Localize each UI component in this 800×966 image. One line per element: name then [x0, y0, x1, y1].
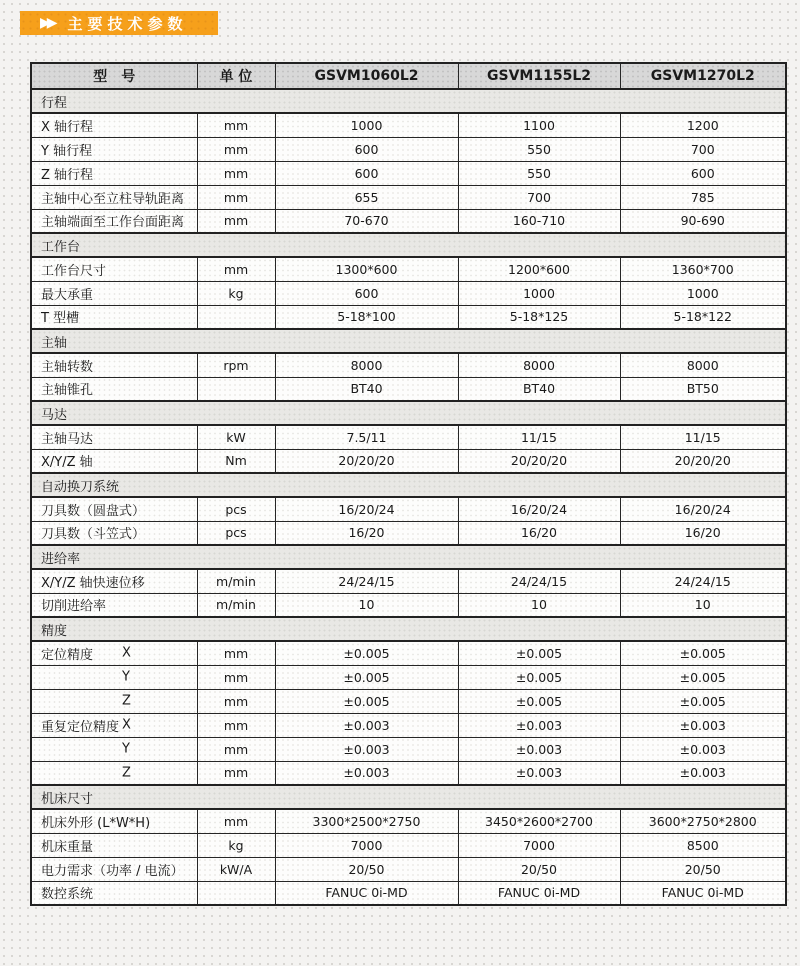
row-label — [31, 809, 197, 833]
row-unit — [197, 305, 275, 329]
row-label — [31, 377, 197, 401]
section-title: 精度 — [31, 617, 786, 641]
row-label — [31, 641, 197, 665]
table-row — [31, 857, 786, 881]
value-model-1: 20/20/20 — [275, 449, 458, 473]
value-model-3: ±0.003 — [620, 713, 786, 737]
value-model-3: ±0.003 — [620, 761, 786, 785]
table-row — [31, 833, 786, 857]
axis-letter: Y — [122, 669, 130, 685]
table-row — [31, 161, 786, 185]
row-label-text: 主轴马达 — [41, 431, 94, 447]
badge-label: 主要技术参数 — [67, 14, 188, 33]
value-model-3: 10 — [620, 593, 786, 617]
section-header-row — [31, 401, 786, 425]
value-model-3: FANUC 0i-MD — [620, 881, 786, 905]
section-title: 机床尺寸 — [31, 785, 786, 809]
table-header-row — [31, 63, 786, 89]
double-play-icon: ▶▶ — [40, 15, 54, 31]
value-model-3: 8500 — [620, 833, 786, 857]
row-label — [31, 209, 197, 233]
value-model-3: 3600*2750*2800 — [620, 809, 786, 833]
value-model-3: ±0.003 — [620, 737, 786, 761]
value-model-2: 11/15 — [458, 425, 620, 449]
row-unit: mm — [197, 665, 275, 689]
table-row — [31, 113, 786, 137]
row-label-text: T 型槽 — [41, 311, 80, 327]
row-unit: mm — [197, 641, 275, 665]
value-model-3: 1200 — [620, 113, 786, 137]
section-title-badge — [20, 11, 218, 35]
value-model-2: ±0.005 — [458, 641, 620, 665]
value-model-2: 550 — [458, 137, 620, 161]
row-label — [31, 281, 197, 305]
value-model-3: 8000 — [620, 353, 786, 377]
row-unit: mm — [197, 185, 275, 209]
axis-letter: Y — [122, 741, 130, 757]
row-unit: rpm — [197, 353, 275, 377]
row-unit: mm — [197, 809, 275, 833]
axis-letter: Z — [122, 765, 131, 781]
table-row — [31, 689, 786, 713]
value-model-1: 1300*600 — [275, 257, 458, 281]
value-model-3: 16/20 — [620, 521, 786, 545]
table-row — [31, 281, 786, 305]
table-row — [31, 137, 786, 161]
section-header-row — [31, 617, 786, 641]
value-model-2: 16/20/24 — [458, 497, 620, 521]
row-unit — [197, 377, 275, 401]
row-label-text: 电力需求（功率 / 电流） — [41, 863, 184, 879]
row-unit: mm — [197, 113, 275, 137]
value-model-2: 1200*600 — [458, 257, 620, 281]
row-unit: mm — [197, 257, 275, 281]
value-model-1: ±0.005 — [275, 689, 458, 713]
row-unit: pcs — [197, 521, 275, 545]
table-row — [31, 305, 786, 329]
row-label — [31, 353, 197, 377]
row-label — [31, 425, 197, 449]
value-model-1: 1000 — [275, 113, 458, 137]
table-row — [31, 185, 786, 209]
table-row — [31, 425, 786, 449]
row-label-text: X/Y/Z 轴 — [41, 455, 93, 471]
row-label — [31, 569, 197, 593]
axis-letter: X — [122, 717, 131, 733]
value-model-1: 600 — [275, 161, 458, 185]
value-model-1: 7.5/11 — [275, 425, 458, 449]
value-model-2: 5-18*125 — [458, 305, 620, 329]
row-label-text: 主轴转数 — [41, 359, 94, 375]
row-label-text: 最大承重 — [41, 287, 94, 303]
row-label-text: 主轴锥孔 — [41, 383, 94, 399]
value-model-2: 550 — [458, 161, 620, 185]
row-unit: mm — [197, 689, 275, 713]
value-model-2: 3450*2600*2700 — [458, 809, 620, 833]
value-model-1: ±0.003 — [275, 737, 458, 761]
row-label-text: 切削进给率 — [41, 599, 107, 615]
value-model-2: 8000 — [458, 353, 620, 377]
table-row — [31, 737, 786, 761]
value-model-3: 1360*700 — [620, 257, 786, 281]
row-label — [31, 665, 197, 689]
row-unit: mm — [197, 137, 275, 161]
value-model-2: FANUC 0i-MD — [458, 881, 620, 905]
table-row — [31, 209, 786, 233]
row-label-text: 重复定位精度 — [41, 719, 120, 735]
section-title: 主轴 — [31, 329, 786, 353]
row-label — [31, 737, 197, 761]
header-model-2: GSVM1155L2 — [458, 63, 620, 89]
table-row — [31, 713, 786, 737]
value-model-1: 600 — [275, 137, 458, 161]
table-row — [31, 521, 786, 545]
table-row — [31, 593, 786, 617]
header-model-col: 型 号 — [31, 63, 197, 89]
row-label — [31, 257, 197, 281]
value-model-1: 3300*2500*2750 — [275, 809, 458, 833]
value-model-3: 785 — [620, 185, 786, 209]
value-model-2: 160-710 — [458, 209, 620, 233]
value-model-1: 70-670 — [275, 209, 458, 233]
value-model-1: FANUC 0i-MD — [275, 881, 458, 905]
value-model-1: 7000 — [275, 833, 458, 857]
value-model-2: 20/50 — [458, 857, 620, 881]
row-label — [31, 713, 197, 737]
value-model-2: BT40 — [458, 377, 620, 401]
row-label-text: 定位精度 — [41, 647, 94, 663]
table-row — [31, 497, 786, 521]
value-model-3: 90-690 — [620, 209, 786, 233]
table-row — [31, 761, 786, 785]
value-model-2: 7000 — [458, 833, 620, 857]
table-row — [31, 449, 786, 473]
row-unit: mm — [197, 713, 275, 737]
value-model-3: 1000 — [620, 281, 786, 305]
value-model-2: 700 — [458, 185, 620, 209]
table-row — [31, 377, 786, 401]
row-unit: mm — [197, 761, 275, 785]
value-model-3: 11/15 — [620, 425, 786, 449]
section-header-row — [31, 89, 786, 113]
row-label-text: X 轴行程 — [41, 119, 94, 135]
table-row — [31, 881, 786, 905]
row-unit — [197, 881, 275, 905]
row-label-text: 主轴端面至工作台面距离 — [41, 215, 185, 231]
value-model-3: 16/20/24 — [620, 497, 786, 521]
row-label — [31, 689, 197, 713]
value-model-1: ±0.005 — [275, 641, 458, 665]
row-unit: m/min — [197, 569, 275, 593]
value-model-3: 20/20/20 — [620, 449, 786, 473]
section-header-row — [31, 785, 786, 809]
value-model-2: ±0.005 — [458, 665, 620, 689]
row-label-text: Y 轴行程 — [41, 143, 93, 159]
value-model-3: ±0.005 — [620, 641, 786, 665]
section-header-row — [31, 233, 786, 257]
row-unit: kg — [197, 281, 275, 305]
value-model-1: 8000 — [275, 353, 458, 377]
header-model-1: GSVM1060L2 — [275, 63, 458, 89]
row-label — [31, 833, 197, 857]
section-header-row — [31, 329, 786, 353]
row-unit: pcs — [197, 497, 275, 521]
row-label — [31, 137, 197, 161]
value-model-1: BT40 — [275, 377, 458, 401]
row-label — [31, 521, 197, 545]
value-model-2: 1000 — [458, 281, 620, 305]
value-model-1: 10 — [275, 593, 458, 617]
value-model-3: 700 — [620, 137, 786, 161]
row-label-text: 机床外形 (L*W*H) — [41, 815, 151, 831]
value-model-2: ±0.003 — [458, 713, 620, 737]
row-label — [31, 161, 197, 185]
value-model-2: 20/20/20 — [458, 449, 620, 473]
row-unit: mm — [197, 161, 275, 185]
axis-letter: Z — [122, 693, 131, 709]
value-model-1: 5-18*100 — [275, 305, 458, 329]
value-model-3: 20/50 — [620, 857, 786, 881]
row-label-text: X/Y/Z 轴快速位移 — [41, 575, 145, 591]
value-model-2: ±0.003 — [458, 761, 620, 785]
value-model-1: 655 — [275, 185, 458, 209]
value-model-1: 24/24/15 — [275, 569, 458, 593]
row-label-text: 主轴中心至立柱导轨距离 — [41, 191, 185, 207]
table-row — [31, 809, 786, 833]
value-model-3: ±0.005 — [620, 689, 786, 713]
row-unit: kW — [197, 425, 275, 449]
value-model-2: 10 — [458, 593, 620, 617]
row-label — [31, 857, 197, 881]
row-label — [31, 185, 197, 209]
value-model-1: ±0.003 — [275, 761, 458, 785]
value-model-3: 5-18*122 — [620, 305, 786, 329]
row-label — [31, 305, 197, 329]
value-model-2: 16/20 — [458, 521, 620, 545]
section-title: 行程 — [31, 89, 786, 113]
value-model-2: 1100 — [458, 113, 620, 137]
table-row — [31, 665, 786, 689]
row-unit: mm — [197, 737, 275, 761]
header-unit-col: 单 位 — [197, 63, 275, 89]
row-unit: m/min — [197, 593, 275, 617]
row-label — [31, 761, 197, 785]
row-label-text: 刀具数（圆盘式） — [41, 503, 146, 519]
row-label — [31, 881, 197, 905]
table-row — [31, 641, 786, 665]
value-model-1: 600 — [275, 281, 458, 305]
row-unit: mm — [197, 209, 275, 233]
spec-table — [30, 62, 787, 906]
header-model-3: GSVM1270L2 — [620, 63, 786, 89]
table-row — [31, 257, 786, 281]
row-unit: kg — [197, 833, 275, 857]
table-row — [31, 353, 786, 377]
table-row — [31, 569, 786, 593]
value-model-1: ±0.005 — [275, 665, 458, 689]
row-label-text: 机床重量 — [41, 839, 94, 855]
axis-letter: X — [122, 645, 131, 661]
row-label — [31, 449, 197, 473]
row-label-text: 工作台尺寸 — [41, 263, 107, 279]
row-label-text: 刀具数（斗笠式） — [41, 527, 146, 543]
section-header-row — [31, 473, 786, 497]
value-model-2: ±0.003 — [458, 737, 620, 761]
section-title: 进给率 — [31, 545, 786, 569]
value-model-1: 16/20 — [275, 521, 458, 545]
row-unit: kW/A — [197, 857, 275, 881]
value-model-3: 600 — [620, 161, 786, 185]
row-label — [31, 593, 197, 617]
value-model-2: ±0.005 — [458, 689, 620, 713]
value-model-2: 24/24/15 — [458, 569, 620, 593]
value-model-3: 24/24/15 — [620, 569, 786, 593]
value-model-1: ±0.003 — [275, 713, 458, 737]
row-label-text: 数控系统 — [41, 887, 94, 903]
value-model-3: ±0.005 — [620, 665, 786, 689]
value-model-1: 16/20/24 — [275, 497, 458, 521]
section-title: 自动换刀系统 — [31, 473, 786, 497]
row-label-text: Z 轴行程 — [41, 167, 94, 183]
value-model-1: 20/50 — [275, 857, 458, 881]
value-model-3: BT50 — [620, 377, 786, 401]
section-title: 马达 — [31, 401, 786, 425]
row-unit: Nm — [197, 449, 275, 473]
row-label — [31, 113, 197, 137]
row-label — [31, 497, 197, 521]
section-title: 工作台 — [31, 233, 786, 257]
section-header-row — [31, 545, 786, 569]
